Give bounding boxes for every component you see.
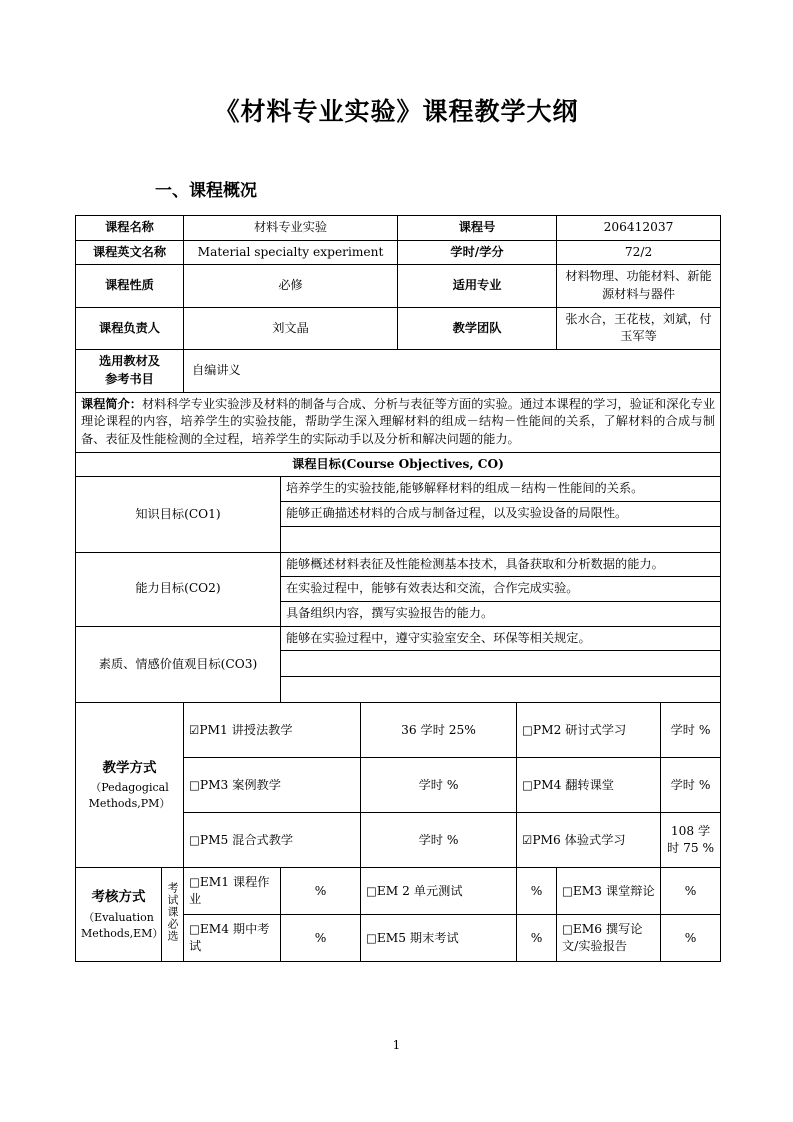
label-textbook-line2: 参考书目 — [105, 371, 154, 386]
pm4-label: PM4 翻转课堂 — [532, 777, 614, 792]
label-exam-required — [162, 868, 184, 962]
em6-item[interactable] — [557, 915, 661, 962]
value-course-nature: 必修 — [184, 265, 398, 307]
pm1-item[interactable] — [184, 703, 361, 758]
section-heading-course-overview: 一、课程概况 — [155, 181, 257, 201]
label-course-leader: 课程负责人 — [76, 307, 184, 349]
pm1-value[interactable]: 36 学时 25% — [361, 703, 517, 758]
co3-item-1: 能够在实验过程中，遵守实验室安全、环保等相关规定。 — [281, 626, 721, 651]
label-co3: 素质、情感价值观目标(CO3) — [76, 626, 281, 703]
em5-label: EM5 期末考试 — [376, 930, 459, 945]
pm2-item[interactable] — [517, 703, 661, 758]
pm4-item[interactable] — [517, 758, 661, 813]
label-evaluation-methods-cn: 考核方式 — [91, 889, 146, 906]
em3-item[interactable] — [557, 868, 661, 915]
pm5-value[interactable]: 学时 % — [361, 813, 517, 868]
pm2-label: PM2 研讨式学习 — [532, 722, 627, 737]
label-evaluation-methods-en1: （Evaluation — [83, 910, 154, 924]
course-introduction — [76, 392, 721, 452]
co3-item-3 — [281, 677, 721, 703]
em3-value[interactable]: % — [661, 868, 721, 915]
label-textbook-line1: 选用教材及 — [99, 354, 160, 369]
co2-item-3: 具备组织内容，撰写实验报告的能力。 — [281, 602, 721, 627]
pm6-value[interactable]: 108 学时 75 % — [661, 813, 721, 868]
value-applicable-majors: 材料物理、功能材料、新能源材料与器件 — [557, 265, 721, 307]
em6-value[interactable]: % — [661, 915, 721, 962]
em6-label: EM6 撰写论文/实验报告 — [562, 921, 643, 954]
em2-item[interactable] — [361, 868, 517, 915]
em2-label: EM 2 单元测试 — [376, 883, 463, 898]
label-course-name-en: 课程英文名称 — [76, 240, 184, 265]
checkbox-em2-icon[interactable]: □ — [366, 883, 377, 898]
em4-label: EM4 期中考试 — [189, 921, 270, 954]
checkbox-pm5-icon[interactable]: □ — [189, 832, 200, 847]
label-course-nature: 课程性质 — [76, 265, 184, 307]
label-exam-required-text: 考试课必选 — [166, 882, 179, 943]
label-pedagogical-methods-en2: Methods,PM） — [88, 797, 171, 811]
label-course-code: 课程号 — [398, 216, 557, 241]
pm5-label: PM5 混合式教学 — [199, 832, 294, 847]
pm6-label: PM6 体验式学习 — [532, 832, 626, 847]
table-row-objectives-header — [76, 452, 721, 477]
page-title: 《材料专业实验》课程教学大纲 — [214, 97, 579, 126]
table-row-course-name — [76, 216, 721, 241]
pm3-value[interactable]: 学时 % — [361, 758, 517, 813]
label-pedagogical-methods-en1: （Pedagogical — [90, 781, 169, 795]
em1-label: EM1 课程作业 — [189, 874, 270, 907]
value-course-name-en: Material specialty experiment — [184, 240, 398, 265]
co1-item-1: 培养学生的实验技能,能够解释材料的组成－结构－性能间的关系。 — [281, 477, 721, 502]
co2-item-1: 能够概述材料表征及性能检测基本技术，具备获取和分析数据的能力。 — [281, 552, 721, 577]
pm3-label: PM3 案例教学 — [199, 777, 281, 792]
checkbox-em3-icon[interactable]: □ — [562, 883, 573, 898]
pm3-item[interactable] — [184, 758, 361, 813]
value-course-leader: 刘文晶 — [184, 307, 398, 349]
co3-item-2 — [281, 651, 721, 677]
checkbox-em5-icon[interactable]: □ — [366, 930, 377, 945]
label-pedagogical-methods-cn: 教学方式 — [102, 759, 157, 776]
label-textbook — [76, 350, 184, 392]
label-co2: 能力目标(CO2) — [76, 552, 281, 626]
table-row-course-nature — [76, 265, 721, 307]
label-co1: 知识目标(CO1) — [76, 477, 281, 552]
pm5-item[interactable] — [184, 813, 361, 868]
table-row-em1-em2-em3 — [76, 868, 721, 915]
em3-label: EM3 课堂辩论 — [572, 883, 655, 898]
label-pedagogical-methods — [76, 703, 184, 868]
table-row-textbook — [76, 350, 721, 392]
value-hours-credits: 72/2 — [557, 240, 721, 265]
table-row-course-leader — [76, 307, 721, 349]
table-row-co2-item1 — [76, 552, 721, 577]
label-teaching-team: 教学团队 — [398, 307, 557, 349]
em5-item[interactable] — [361, 915, 517, 962]
checkbox-pm3-icon[interactable]: □ — [189, 777, 200, 792]
objectives-header: 课程目标(Course Objectives, CO) — [76, 452, 721, 477]
table-row-co3-item1 — [76, 626, 721, 651]
pm2-value[interactable]: 学时 % — [661, 703, 721, 758]
table-row-course-intro — [76, 392, 721, 452]
value-textbook: 自编讲义 — [184, 350, 721, 392]
table-row-co1-item1 — [76, 477, 721, 502]
co2-item-2: 在实验过程中，能够有效表达和交流，合作完成实验。 — [281, 577, 721, 602]
co1-item-3 — [281, 526, 721, 552]
course-syllabus-table — [75, 215, 721, 962]
label-evaluation-methods-en2: Methods,EM） — [81, 926, 164, 940]
em1-item[interactable] — [184, 868, 281, 915]
em2-value[interactable]: % — [517, 868, 557, 915]
label-evaluation-methods — [76, 868, 162, 962]
course-introduction-label: 课程简介： — [81, 396, 142, 411]
pm4-value[interactable]: 学时 % — [661, 758, 721, 813]
value-course-code: 206412037 — [557, 216, 721, 241]
page-number: 1 — [392, 1038, 401, 1052]
table-row-course-name-en — [76, 240, 721, 265]
course-introduction-text: 材料科学专业实验涉及材料的制备与合成、分析与表征等方面的实验。通过本课程的学习，验证和深化专业理论课程的内容，培养学生的实验技能，帮助学生深入理解材料的组成－结构－性能间的关系，了解材料的合成与制备、表征及性能检测的全过程，培养学生的实际动手以及分析和解决问题的能力。 — [81, 396, 716, 446]
checkbox-pm1-icon[interactable]: ☑ — [189, 722, 200, 737]
co1-item-2: 能够正确描述材料的合成与制备过程，以及实验设备的局限性。 — [281, 501, 721, 526]
em1-value[interactable]: % — [281, 868, 361, 915]
checkbox-pm2-icon[interactable]: □ — [522, 722, 533, 737]
label-applicable-majors: 适用专业 — [398, 265, 557, 307]
pm6-item[interactable] — [517, 813, 661, 868]
checkbox-em1-icon[interactable]: □ — [189, 874, 200, 889]
em4-item[interactable] — [184, 915, 281, 962]
pm1-label: PM1 讲授法教学 — [199, 722, 293, 737]
label-hours-credits: 学时/学分 — [398, 240, 557, 265]
checkbox-pm6-icon[interactable]: ☑ — [522, 832, 533, 847]
checkbox-em4-icon[interactable]: □ — [189, 921, 200, 936]
value-course-name: 材料专业实验 — [184, 216, 398, 241]
table-row-pm1-pm2 — [76, 703, 721, 758]
value-teaching-team: 张水合，王花枝，刘斌，付玉军等 — [557, 307, 721, 349]
label-course-name: 课程名称 — [76, 216, 184, 241]
em4-value[interactable]: % — [281, 915, 361, 962]
em5-value[interactable]: % — [517, 915, 557, 962]
checkbox-pm4-icon[interactable]: □ — [522, 777, 533, 792]
checkbox-em6-icon[interactable]: □ — [562, 921, 573, 936]
